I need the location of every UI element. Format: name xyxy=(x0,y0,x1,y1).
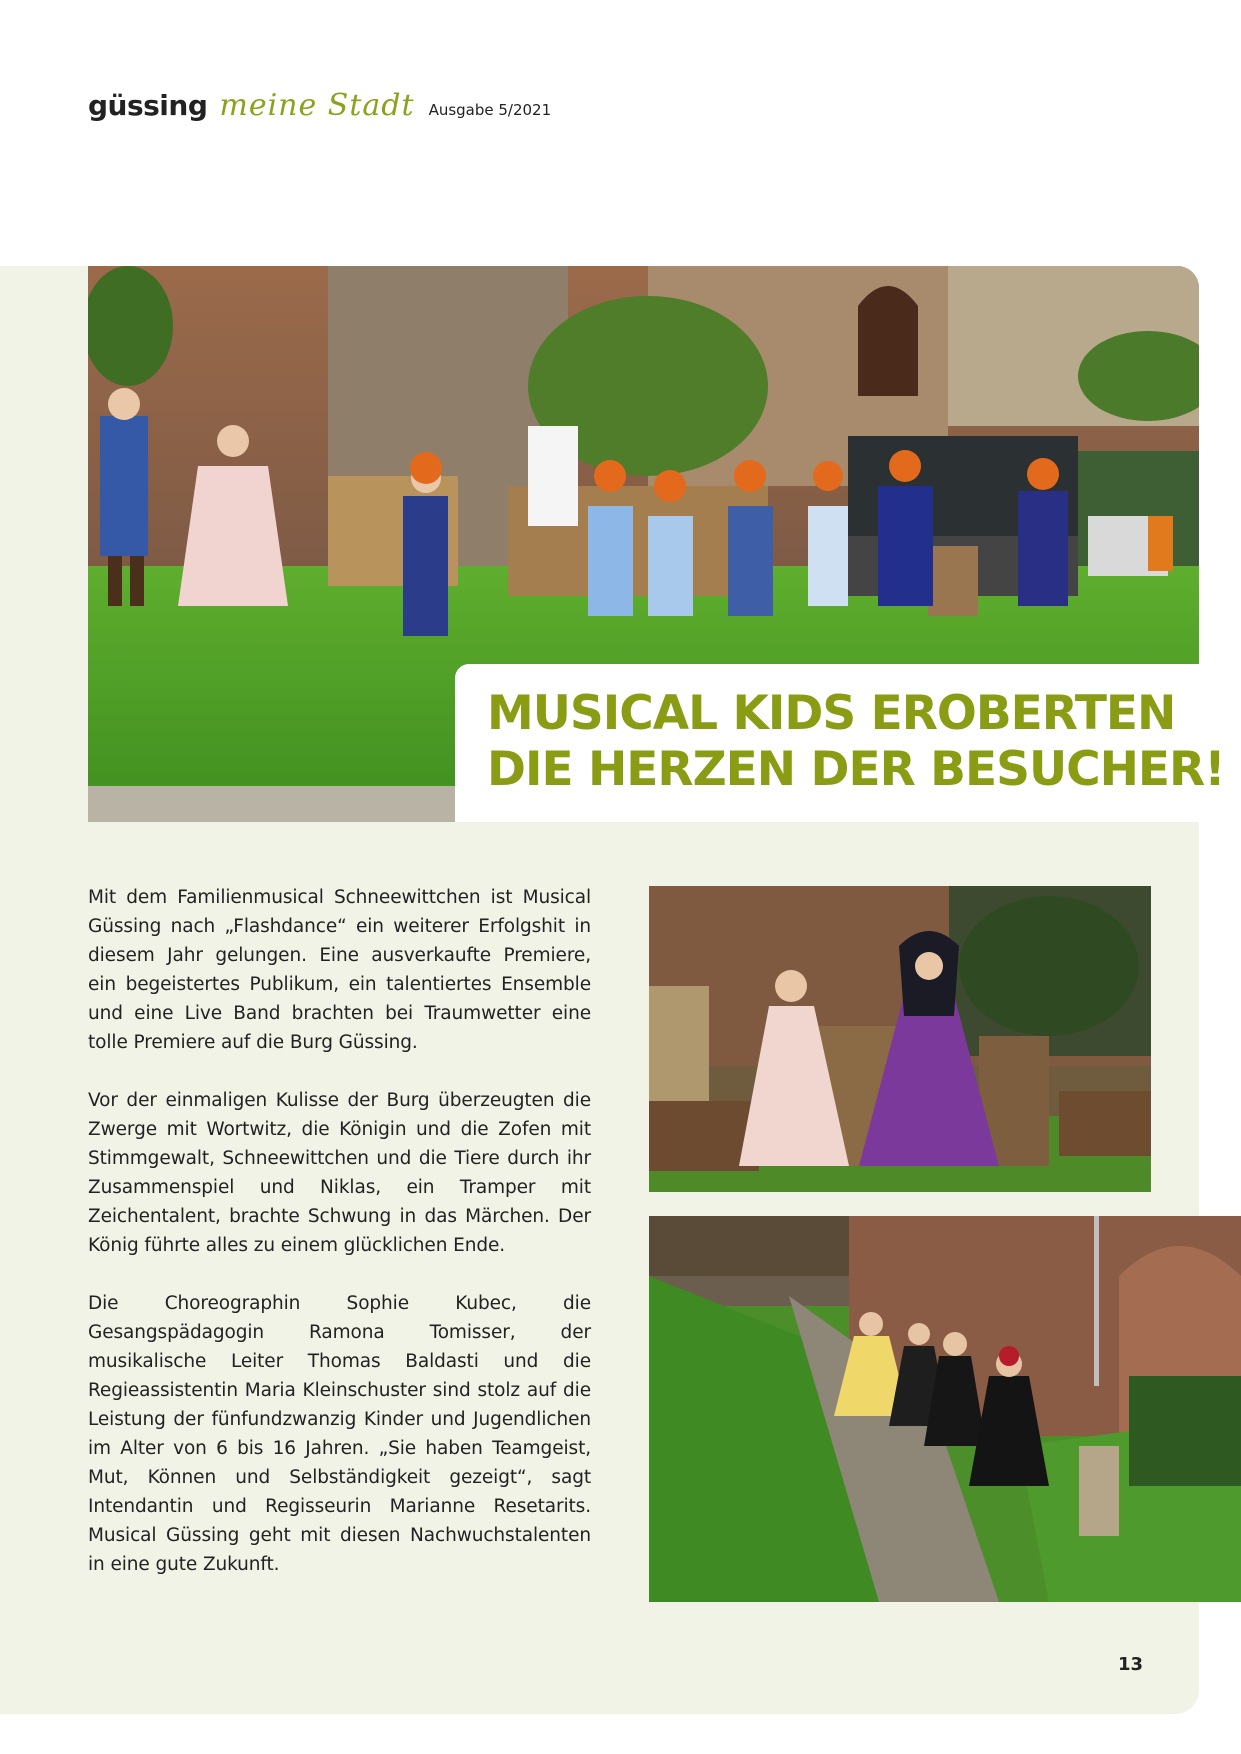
photo-castle-steps-image xyxy=(649,1216,1241,1602)
photo-castle-steps xyxy=(649,1216,1241,1602)
headline-line-1: MUSICAL KIDS EROBERTEN xyxy=(487,686,1176,741)
masthead-row xyxy=(88,88,551,128)
brand-name: güssing xyxy=(88,89,208,122)
article-body xyxy=(88,883,591,1608)
headline-line-2: DIE HERZEN DER BESUCHER! xyxy=(487,742,1225,797)
page-number: 13 xyxy=(1118,1654,1144,1675)
brand-tagline: meine Stadt xyxy=(219,88,415,123)
headline-box xyxy=(455,664,1225,822)
issue-label: Ausgabe 5/2021 xyxy=(428,101,552,119)
article-paragraph-3: Die Choreographin Sophie Kubec, die Gesangspädagogin Ramona Tomisser, der musikalische Leiter Thomas Baldasti und die Regieassistentin Maria Kleinschuster sind stolz auf die Leistung der fünfundzwanzig Kinder und Jugendlichen im Alter von 6 bis 16 Jahren. „Sie haben Teamgeist, Mut, Können und Selbständigkeit gezeigt“, sagt Intendantin und Regisseurin Marianne Resetarits. Musical Güssing geht mit diesen Nachwuchstalenten in eine gute Zukunft. xyxy=(88,1293,591,1575)
photo-snow-white-queen-image xyxy=(649,886,1151,1192)
article-paragraph-2: Vor der einmaligen Kulisse der Burg überzeugten die Zwerge mit Wortwitz, die Königin und die Zofen mit Stimmgewalt, Schneewittchen und die Tiere durch ihr Zusammenspiel und Niklas, ein Tramper mit Zeichentalent, brachte Schwung in das Märchen. Der König führte alles zu einem glücklichen Ende. xyxy=(88,1090,591,1256)
article-paragraph-1: Mit dem Familienmusical Schneewittchen ist Musical Güssing nach „Flashdance“ ein weiterer Erfolgshit in diesem Jahr gelungen. Eine ausverkaufte Premiere, ein begeistertes Publikum, ein talentiertes Ensemble und eine Live Band brachten bei Traumwetter eine tolle Premiere auf die Burg Güssing. xyxy=(88,887,591,1053)
photo-snow-white-queen xyxy=(649,886,1151,1192)
